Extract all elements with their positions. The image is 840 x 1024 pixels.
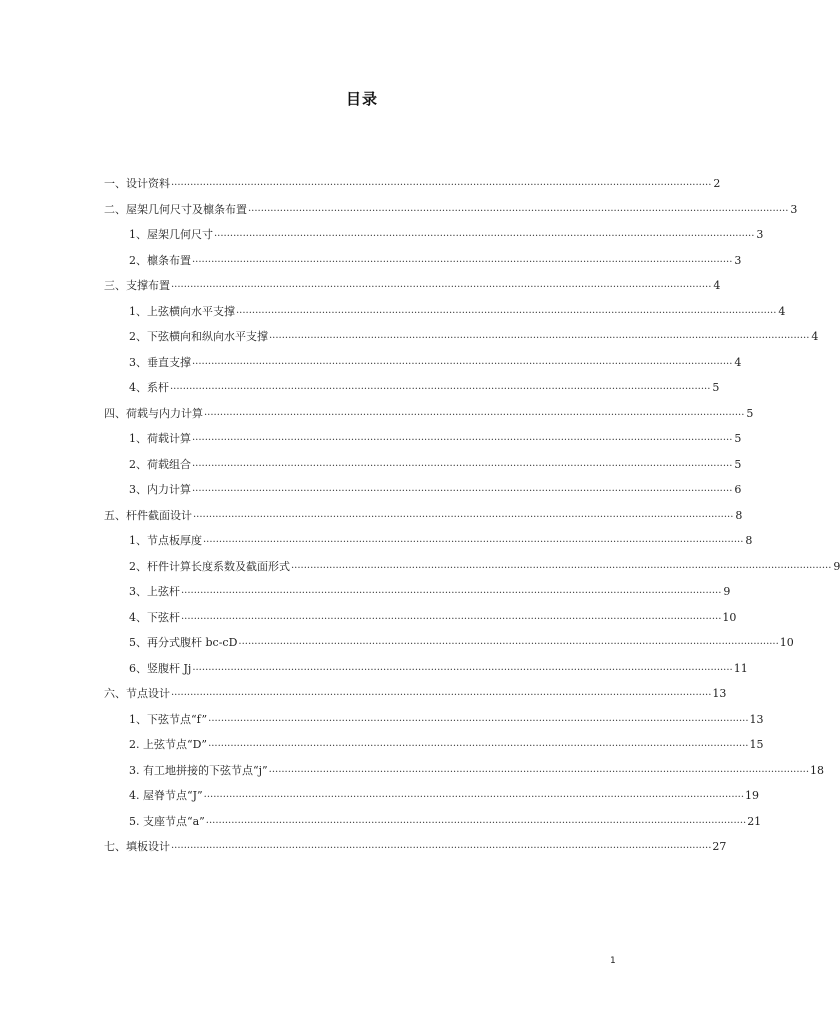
toc-entry-page: 5 — [746, 407, 754, 420]
toc-entry-label: 2、下弦横向和纵向水平支撑 — [129, 330, 268, 343]
toc-entry[interactable] — [104, 197, 798, 217]
toc-leader-dots: .......................................................................................................................................................................... — [291, 560, 832, 571]
toc-leader-dots: .......................................................................................................................................................................... — [236, 305, 777, 316]
toc-entry-label: 1、下弦节点“f” — [129, 713, 208, 726]
toc-entry-label: 3、上弦杆 — [129, 585, 180, 598]
toc-leader-dots: .......................................................................................................................................................................... — [192, 432, 733, 443]
toc-entry-label: 1、荷载计算 — [129, 432, 191, 445]
toc-leader-dots: .......................................................................................................................................................................... — [204, 407, 745, 418]
toc-leader-dots: .......................................................................................................................................................................... — [181, 585, 722, 596]
toc-entry-page: 15 — [749, 738, 764, 751]
toc-entry-page: 5 — [734, 458, 742, 471]
toc-entry-label: 2. 上弦节点“D” — [129, 738, 208, 751]
toc-entry-page: 13 — [749, 713, 764, 726]
toc-entry[interactable] — [129, 707, 764, 727]
toc-entry-page: 11 — [733, 662, 748, 675]
toc-entry[interactable] — [129, 605, 737, 625]
toc-leader-dots: .......................................................................................................................................................................... — [192, 483, 733, 494]
toc-entry[interactable] — [129, 554, 840, 574]
toc-entry[interactable] — [129, 630, 794, 650]
toc-entry-page: 10 — [722, 611, 737, 624]
toc-leader-dots: .......................................................................................................................................................................... — [171, 840, 712, 851]
toc-entry-label: 六、节点设计 — [104, 687, 170, 700]
toc-entry-page: 4 — [734, 356, 742, 369]
toc-entry-page: 3 — [756, 228, 764, 241]
toc-entry-page: 3 — [790, 203, 798, 216]
page-number: 1 — [610, 956, 616, 966]
toc-entry-page: 19 — [745, 789, 760, 802]
toc-entry[interactable] — [104, 401, 754, 421]
toc-entry[interactable] — [104, 273, 721, 293]
toc-entry-label: 5、再分式腹杆 bc-cD — [129, 636, 238, 649]
toc-entry-label: 3、内力计算 — [129, 483, 191, 496]
toc-entry-label: 五、杆件截面设计 — [104, 509, 192, 522]
toc-entry[interactable] — [104, 171, 721, 191]
toc-leader-dots: .......................................................................................................................................................................... — [269, 330, 810, 341]
toc-entry[interactable] — [129, 452, 742, 472]
toc-entry-page: 8 — [735, 509, 743, 522]
toc-entry-label: 1、节点板厚度 — [129, 534, 202, 547]
toc-leader-dots: .......................................................................................................................................................................... — [192, 254, 733, 265]
toc-entry[interactable] — [129, 350, 742, 370]
toc-entry-label: 3. 有工地拼接的下弦节点“j” — [129, 764, 268, 777]
toc-entry-page: 18 — [810, 764, 825, 777]
toc-entry[interactable] — [129, 656, 748, 676]
page-title: 目录 — [345, 90, 378, 108]
toc-entry-page: 9 — [723, 585, 731, 598]
toc-entry[interactable] — [129, 248, 742, 268]
toc-entry-page: 21 — [747, 815, 762, 828]
toc-entry-label: 4、下弦杆 — [129, 611, 180, 624]
toc-entry-label: 三、支撑布置 — [104, 279, 170, 292]
toc-leader-dots: .......................................................................................................................................................................... — [203, 789, 745, 800]
toc-leader-dots: .......................................................................................................................................................................... — [214, 228, 755, 239]
toc-entry[interactable] — [129, 426, 742, 446]
toc-entry-page: 4 — [713, 279, 721, 292]
toc-entry-page: 6 — [734, 483, 742, 496]
toc-entry-label: 七、填板设计 — [104, 840, 170, 853]
toc-leader-dots: .......................................................................................................................................................................... — [170, 381, 711, 392]
toc-leader-dots: .......................................................................................................................................................................... — [192, 662, 733, 673]
toc-entry[interactable] — [129, 375, 720, 395]
toc-entry-page: 8 — [745, 534, 753, 547]
toc-entry-label: 2、檩条布置 — [129, 254, 191, 267]
toc-leader-dots: .......................................................................................................................................................................... — [171, 177, 712, 188]
toc-leader-dots: .......................................................................................................................................................................... — [193, 509, 734, 520]
toc-entry-page: 4 — [811, 330, 819, 343]
toc-leader-dots: .......................................................................................................................................................................... — [208, 713, 749, 724]
toc-entry[interactable] — [104, 681, 727, 701]
toc-entry-page: 10 — [779, 636, 794, 649]
toc-entry-page: 5 — [712, 381, 720, 394]
toc-leader-dots: .......................................................................................................................................................................... — [192, 458, 733, 469]
toc-entry-label: 4、系杆 — [129, 381, 169, 394]
toc-entry[interactable] — [129, 222, 764, 242]
toc-leader-dots: .......................................................................................................................................................................... — [248, 203, 789, 214]
toc-leader-dots: .......................................................................................................................................................................... — [208, 738, 749, 749]
toc-leader-dots: .......................................................................................................................................................................... — [203, 534, 744, 545]
toc-entry-label: 1、屋架几何尺寸 — [129, 228, 213, 241]
toc-entry[interactable] — [129, 732, 764, 752]
toc-entry-label: 4. 屋脊节点“J” — [129, 789, 203, 802]
toc-entry-label: 一、设计资料 — [104, 177, 170, 190]
toc-leader-dots: .......................................................................................................................................................................... — [192, 356, 733, 367]
toc-entry-page: 4 — [778, 305, 786, 318]
toc-entry[interactable] — [104, 834, 727, 854]
toc-entry-label: 2、杆件计算长度系数及截面形式 — [129, 560, 290, 573]
toc-entry-page: 27 — [712, 840, 727, 853]
toc-leader-dots: .......................................................................................................................................................................... — [238, 636, 779, 647]
toc-entry-label: 2、荷载组合 — [129, 458, 191, 471]
toc-leader-dots: .......................................................................................................................................................................... — [205, 815, 747, 826]
toc-entry-label: 四、荷载与内力计算 — [104, 407, 203, 420]
toc-entry[interactable] — [129, 579, 731, 599]
toc-leader-dots: .......................................................................................................................................................................... — [171, 687, 712, 698]
toc-entry[interactable] — [129, 809, 762, 829]
toc-entry-label: 3、垂直支撑 — [129, 356, 191, 369]
toc-leader-dots: .......................................................................................................................................................................... — [171, 279, 712, 290]
toc-entry-label: 1、上弦横向水平支撑 — [129, 305, 235, 318]
toc-entry-label: 二、屋架几何尺寸及檩条布置 — [104, 203, 247, 216]
toc-entry-page: 5 — [734, 432, 742, 445]
toc-leader-dots: .......................................................................................................................................................................... — [181, 611, 722, 622]
toc-entry[interactable] — [129, 299, 786, 319]
toc-entry-page: 2 — [713, 177, 721, 190]
toc-entry[interactable] — [129, 324, 819, 344]
toc-entry-page: 9 — [833, 560, 840, 573]
toc-entry-label: 5. 支座节点“a” — [129, 815, 205, 828]
toc-entry[interactable] — [129, 783, 760, 803]
toc-entry-label: 6、竖腹杆 Jj — [129, 662, 192, 675]
toc-entry[interactable] — [129, 758, 825, 778]
toc-entry-page: 13 — [712, 687, 727, 700]
toc-entry[interactable] — [104, 503, 743, 523]
toc-entry[interactable] — [129, 477, 742, 497]
toc-entry[interactable] — [129, 528, 753, 548]
toc-entry-page: 3 — [734, 254, 742, 267]
toc-leader-dots: .......................................................................................................................................................................... — [268, 764, 810, 775]
